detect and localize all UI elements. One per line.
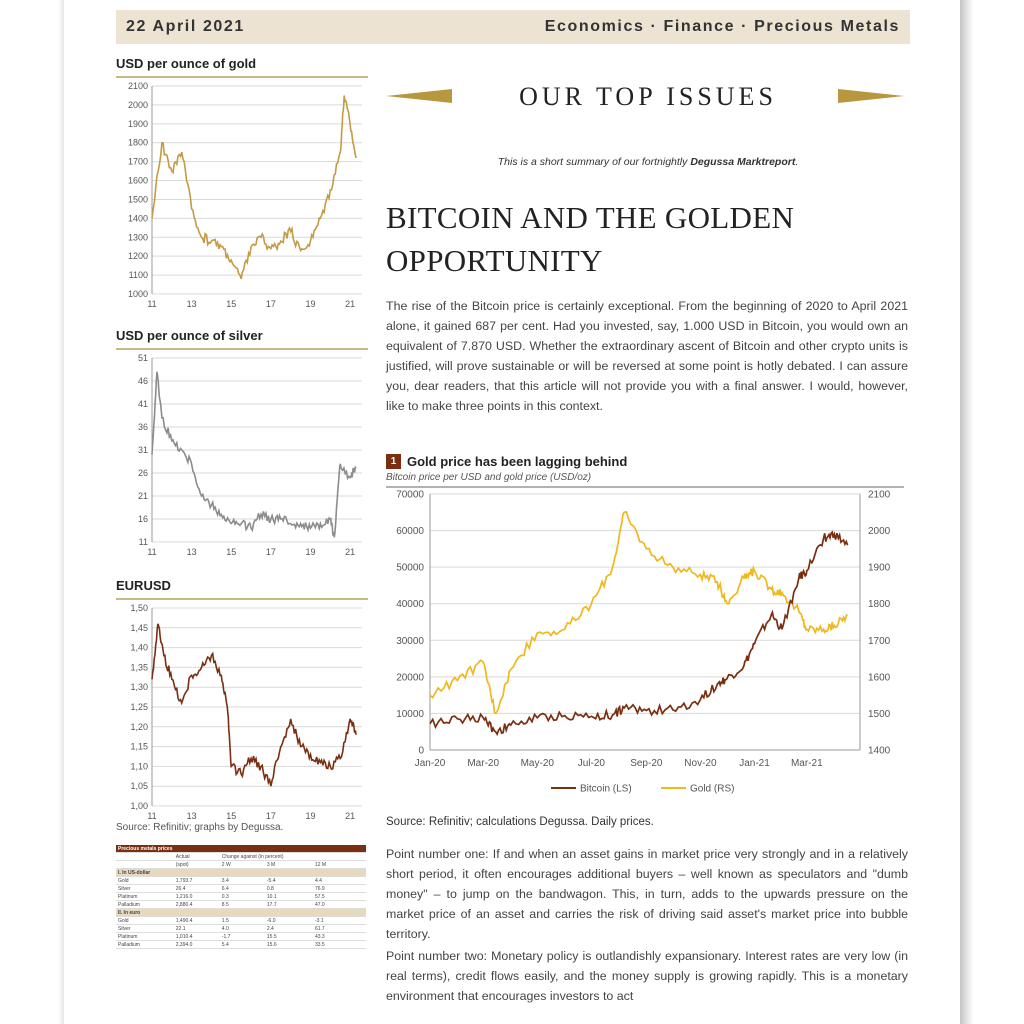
y-tick-label: 41 xyxy=(137,399,148,409)
y-tick-label: 1100 xyxy=(128,270,148,281)
y-tick-label: 1800 xyxy=(127,137,148,148)
table-row: Gold 1,793.7 3.4 -5.4 4.4 xyxy=(116,877,366,885)
eurusd-chart-title: EURUSD xyxy=(116,578,368,600)
x-tick-label: Nov-20 xyxy=(684,758,717,769)
banner-arrow-right-icon xyxy=(838,89,904,103)
y-tick-label: 1,50 xyxy=(130,603,148,613)
precious-metals-table xyxy=(116,845,366,949)
y-left-tick-label: 30000 xyxy=(396,635,424,647)
table-row: Platinum 1,010.4 -1.7 15.5 43.3 xyxy=(116,933,366,941)
x-tick-label: 19 xyxy=(305,299,316,309)
x-tick-label: 11 xyxy=(147,547,157,557)
y-tick-label: 16 xyxy=(137,514,148,524)
y-tick-label: 2100 xyxy=(127,81,148,91)
y-right-tick-label: 1700 xyxy=(868,635,891,647)
y-tick-label: 21 xyxy=(137,491,148,501)
x-tick-label: 19 xyxy=(305,547,316,557)
x-tick-label: May-20 xyxy=(520,758,554,769)
y-right-tick-label: 1600 xyxy=(868,672,891,684)
left-column xyxy=(116,56,368,949)
figure-source: Source: Refinitiv; calculations Degussa. Daily prices. xyxy=(386,816,654,828)
y-right-tick-label: 2000 xyxy=(868,526,891,538)
article-headline: BITCOIN AND THE GOLDEN OPPORTUNITY xyxy=(386,200,795,278)
x-tick-label: 13 xyxy=(186,299,197,309)
table-section: II. In euro xyxy=(116,909,366,917)
bitcoin-series-line xyxy=(430,532,848,734)
x-tick-label: 11 xyxy=(147,811,157,821)
y-tick-label: 1600 xyxy=(127,175,148,186)
y-tick-label: 1900 xyxy=(127,118,148,129)
gold-series-line xyxy=(430,512,848,714)
x-tick-label: Jan-20 xyxy=(414,758,446,769)
silver-price-chart xyxy=(116,350,368,558)
table-row: Palladium 2,880.4 8.5 17.7 47.0 xyxy=(116,901,366,909)
silver-chart-title: USD per ounce of silver xyxy=(116,328,368,350)
y-right-tick-label: 1400 xyxy=(868,745,891,757)
col-12m: 12 M xyxy=(313,861,366,869)
x-tick-label: Mar-20 xyxy=(467,758,500,769)
col-actual: Actual xyxy=(174,853,220,861)
header-topics: Economics · Finance · Precious Metals xyxy=(544,18,900,35)
y-tick-label: 1,15 xyxy=(130,741,148,752)
series-line xyxy=(152,624,356,786)
right-column xyxy=(386,56,910,1003)
y-right-tick-label: 1500 xyxy=(868,708,891,720)
figure-title: 1 Gold price has been lagging behind xyxy=(386,454,627,469)
y-left-tick-label: 70000 xyxy=(396,489,424,501)
table-row: Platinum 1,216.0 0.3 10.1 57.5 xyxy=(116,893,366,901)
x-tick-label: 13 xyxy=(186,811,197,821)
y-right-tick-label: 1800 xyxy=(868,599,891,611)
y-tick-label: 1,05 xyxy=(130,781,148,792)
gold-chart-title: USD per ounce of gold xyxy=(116,56,368,78)
y-tick-label: 1,45 xyxy=(130,622,148,633)
publication-name: Degussa Marktreport xyxy=(690,156,796,168)
x-tick-label: 17 xyxy=(265,811,276,821)
x-tick-label: 21 xyxy=(345,547,356,557)
y-tick-label: 1300 xyxy=(127,232,148,243)
x-tick-label: 21 xyxy=(345,811,356,821)
table-row: Silver 26.4 6.4 0.8 76.9 xyxy=(116,885,366,893)
figure-number: 1 xyxy=(386,454,401,469)
x-tick-label: 13 xyxy=(186,547,197,557)
series-line xyxy=(152,96,356,279)
legend-gold-label: Gold (RS) xyxy=(690,783,735,795)
page-shadow-right xyxy=(960,0,974,1024)
y-tick-label: 2000 xyxy=(127,99,148,110)
y-left-tick-label: 60000 xyxy=(396,526,424,538)
y-tick-label: 1400 xyxy=(127,213,148,224)
y-tick-label: 36 xyxy=(137,422,148,432)
col-3m: 3 M xyxy=(265,861,313,869)
x-tick-label: 19 xyxy=(305,811,316,821)
y-right-tick-label: 1900 xyxy=(868,562,891,574)
gold-price-chart xyxy=(116,78,368,310)
y-tick-label: 46 xyxy=(137,376,148,386)
y-left-tick-label: 50000 xyxy=(396,562,424,574)
y-tick-label: 51 xyxy=(137,353,148,363)
x-tick-label: 15 xyxy=(226,811,237,821)
x-tick-label: Jul-20 xyxy=(577,758,605,769)
y-left-tick-label: 0 xyxy=(418,745,424,757)
document-page xyxy=(64,0,960,1024)
x-tick-label: Jan-21 xyxy=(739,758,770,769)
section-title: OUR TOP ISSUES xyxy=(519,82,777,111)
col-change: Change against (in percent) xyxy=(220,853,366,861)
y-tick-label: 1,00 xyxy=(130,801,148,811)
series-line xyxy=(152,372,356,538)
bitcoin-gold-chart xyxy=(386,486,910,804)
y-tick-label: 1,35 xyxy=(130,662,148,673)
y-tick-label: 1700 xyxy=(127,156,148,167)
y-tick-label: 1500 xyxy=(127,194,148,205)
paragraph-point-two: Point number two: Monetary policy is outlandishly expansionary. Interest rates are very low (in real terms), credit flows easily, and the money supply is growing rapidly. This is a monetary environment that encourages investors to act xyxy=(386,949,908,1003)
table-row: Gold 1,490.4 1.5 -6.0 -3.1 xyxy=(116,917,366,925)
table-title: Precious metals prices xyxy=(116,845,366,853)
y-tick-label: 1,30 xyxy=(130,682,148,693)
y-tick-label: 1,25 xyxy=(130,702,148,712)
top-issues-banner xyxy=(386,56,910,114)
y-tick-label: 31 xyxy=(137,445,148,455)
paragraph-point-one: Point number one: If and when an asset gains in market price very strongly and in a relatively short period, it often encourages additional buyers – well known as speculators and "dumb money" – to jump on the bandwagon. This, in turn, adds to the upwards pressure on the market price of an asset and carries the risk of driving said asset's market price into bubble territory. xyxy=(386,847,908,941)
table-row: Palladium 2,394.0 5.4 15.6 33.5 xyxy=(116,941,366,949)
header-bar xyxy=(116,10,910,44)
y-tick-label: 1200 xyxy=(127,251,148,262)
x-tick-label: 21 xyxy=(345,299,356,309)
x-tick-label: Sep-20 xyxy=(630,758,663,769)
table-section: I. In US-dollar xyxy=(116,869,366,877)
y-right-tick-label: 2100 xyxy=(868,489,891,501)
y-tick-label: 1,10 xyxy=(130,761,148,772)
left-source: Source: Refinitiv; graphs by Degussa. xyxy=(116,822,284,833)
figure-subtitle: Bitcoin price per USD and gold price (USD/oz) xyxy=(386,472,592,483)
x-tick-label: 17 xyxy=(265,299,276,309)
eurusd-chart xyxy=(116,600,368,822)
y-tick-label: 1000 xyxy=(127,289,148,299)
x-tick-label: Mar-21 xyxy=(790,758,823,769)
y-left-tick-label: 40000 xyxy=(396,599,424,611)
y-tick-label: 26 xyxy=(137,468,148,478)
x-tick-label: 17 xyxy=(265,547,276,557)
y-tick-label: 1,40 xyxy=(130,642,148,653)
col-spot: (spot) xyxy=(174,861,220,869)
table-row: Silver 22.1 4.0 2.4 61.7 xyxy=(116,925,366,933)
x-tick-label: 11 xyxy=(147,299,157,309)
y-left-tick-label: 10000 xyxy=(396,708,424,720)
header-date: 22 April 2021 xyxy=(126,18,245,35)
summary-line: This is a short summary of our fortnightly Degussa Marktreport. xyxy=(497,156,799,168)
legend-bitcoin-label: Bitcoin (LS) xyxy=(580,783,632,795)
x-tick-label: 15 xyxy=(226,299,237,309)
x-tick-label: 15 xyxy=(226,547,237,557)
paragraph-intro: The rise of the Bitcoin price is certainly exceptional. From the beginning of 2020 to April 2021 alone, it gained 687 per cent. Had you invested, say, 1.000 USD in Bitcoin, you would own an equivalent of 7.870 USD. Whether the extraordinary ascent of Bitcoin and other crypto units is justified, will prove sustainable or will be reversed at some point is hotly debated. I can assure you, dear readers, that this article will not provide you with a final answer. I would, however, like to make three points in this context. xyxy=(386,299,908,413)
col-2w: 2 W xyxy=(220,861,265,869)
y-tick-label: 11 xyxy=(138,537,148,547)
y-left-tick-label: 20000 xyxy=(396,672,424,684)
y-tick-label: 1,20 xyxy=(130,721,148,732)
